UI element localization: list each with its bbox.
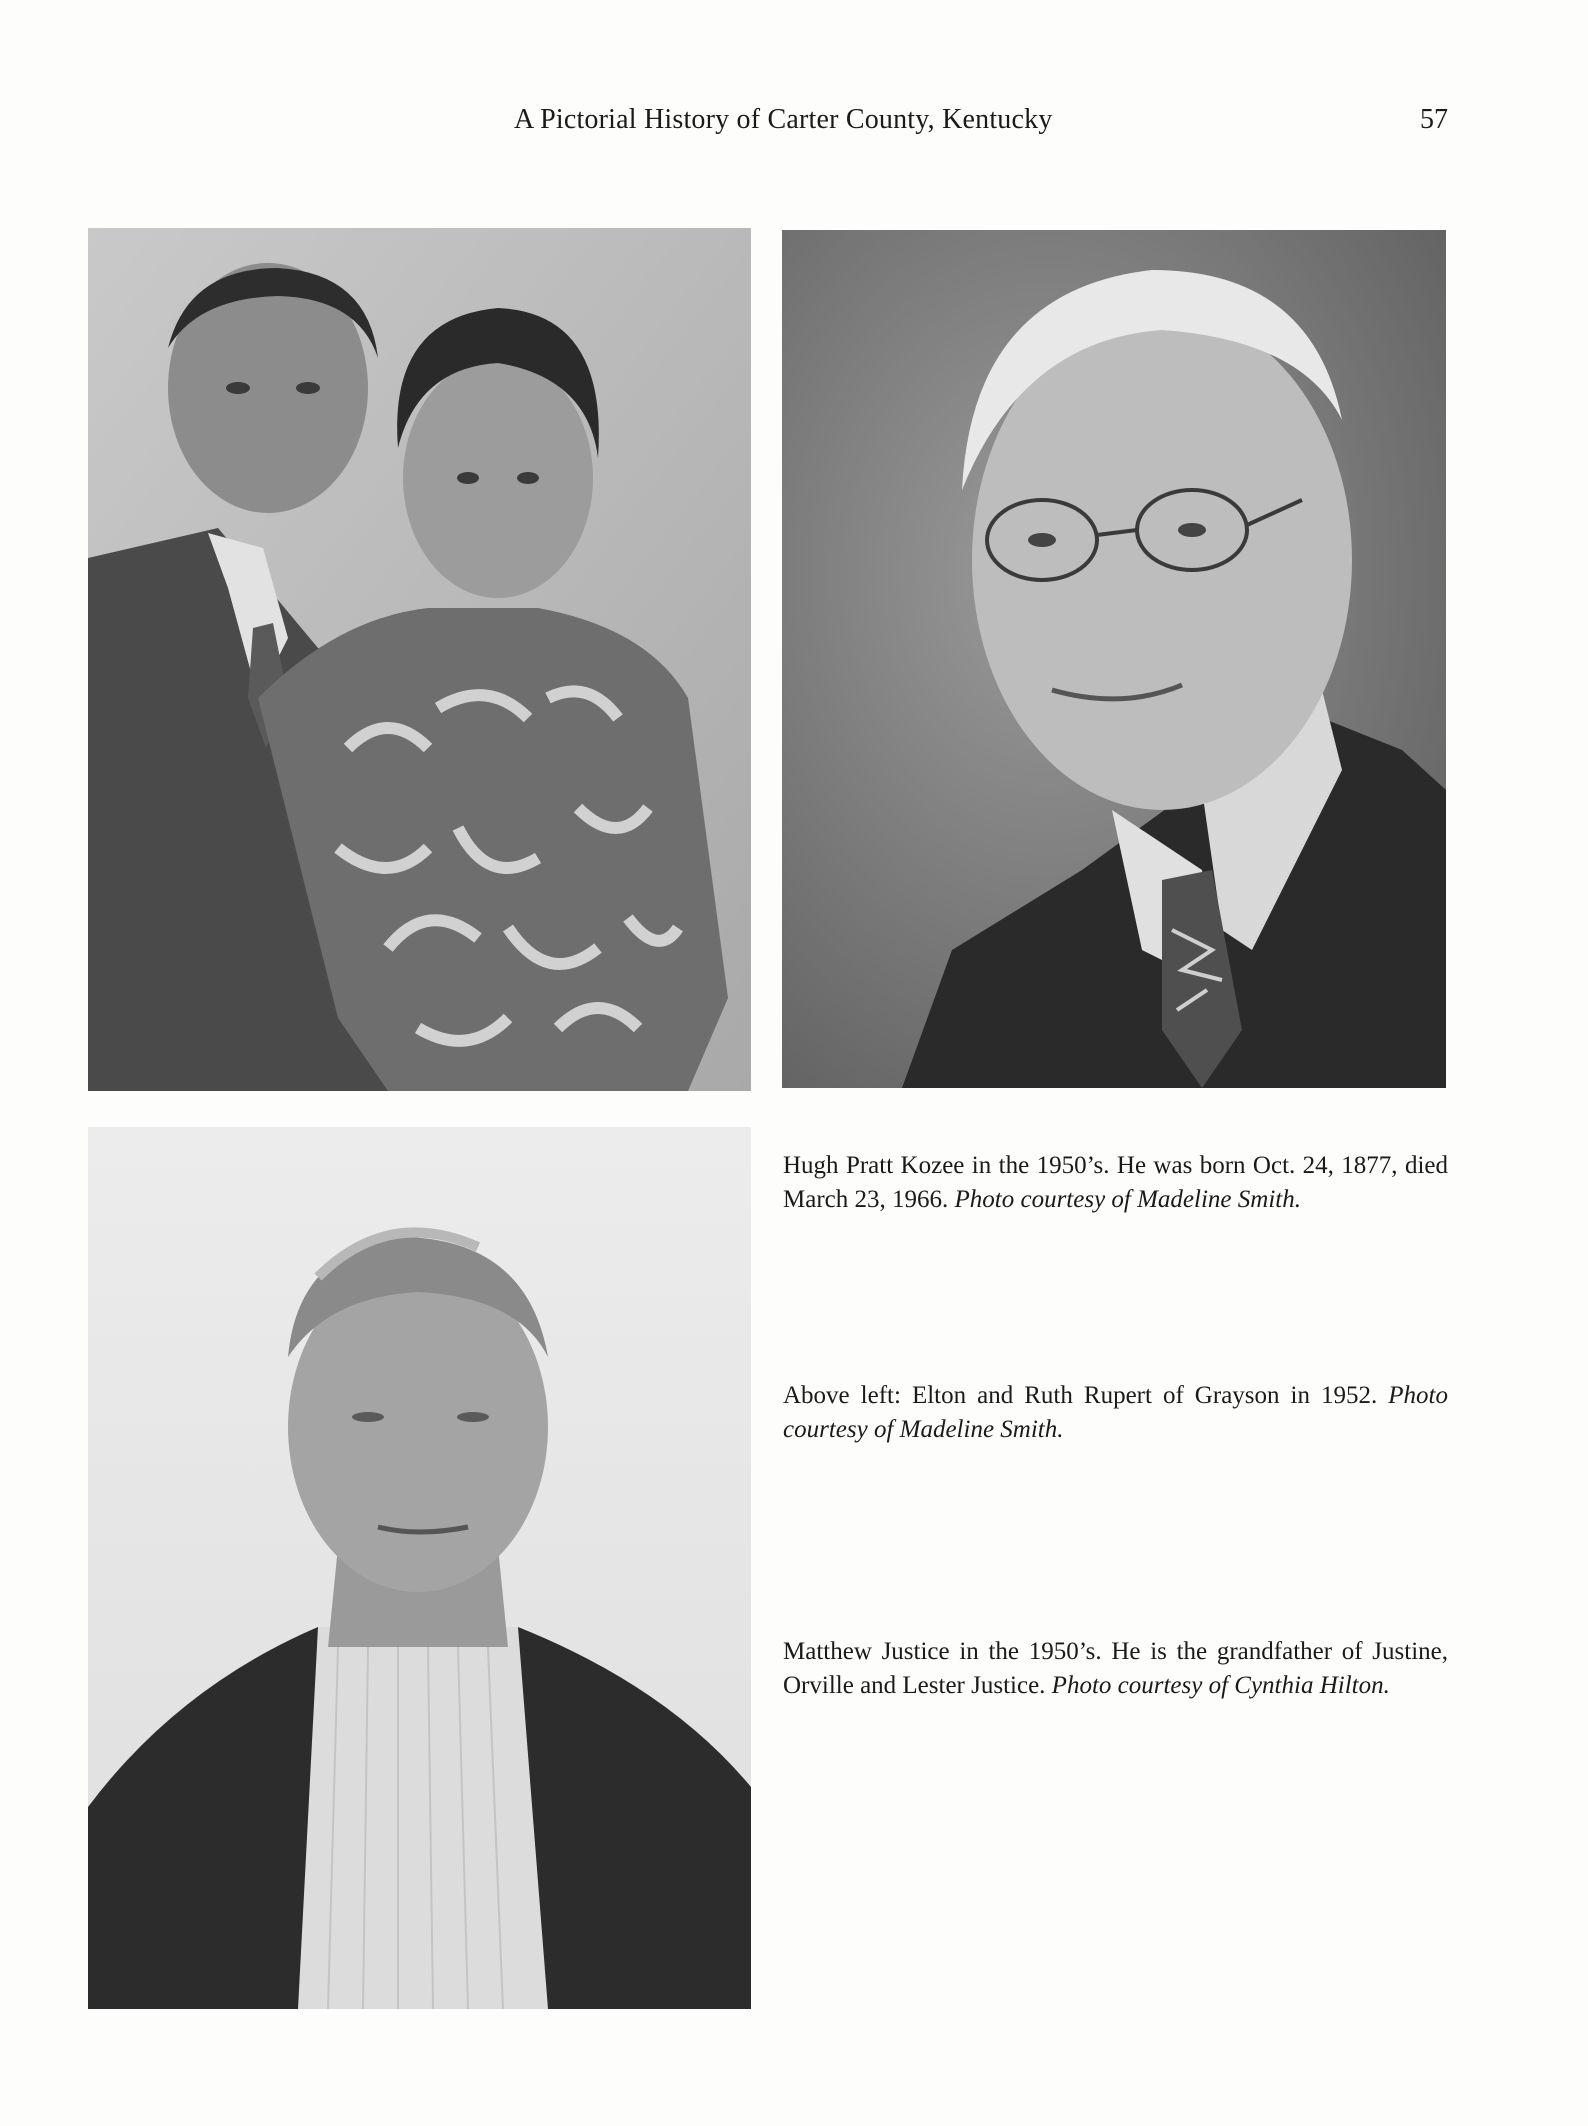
caption-justice-credit: Photo courtesy of Cynthia Hilton. [1051, 1672, 1390, 1699]
page-number: 57 [1420, 104, 1448, 135]
page-header [0, 104, 1588, 144]
caption-rupert-text: Above left: Elton and Ruth Rupert of Grayson in 1952. [783, 1382, 1389, 1409]
running-title: A Pictorial History of Carter County, Kentucky [514, 104, 1053, 135]
caption-rupert-credit: Photo courtesy of Madeline Smith. [783, 1382, 1448, 1443]
photo-rupert-couple [88, 228, 751, 1091]
caption-kozee-text: Hugh Pratt Kozee in the 1950’s. He was born Oct. 24, 1877, died March 23, 1966. [783, 1152, 1448, 1213]
caption-justice-text: Matthew Justice in the 1950’s. He is the grandfather of Justine, Orville and Lester Justice. [783, 1638, 1448, 1699]
caption-kozee [783, 1149, 1448, 1217]
caption-rupert [783, 1379, 1448, 1447]
caption-kozee-credit: Photo courtesy of Madeline Smith. [954, 1186, 1301, 1213]
caption-justice [783, 1635, 1448, 1703]
photo-matthew-justice [88, 1127, 751, 2009]
photo-hugh-pratt-kozee [782, 230, 1446, 1088]
